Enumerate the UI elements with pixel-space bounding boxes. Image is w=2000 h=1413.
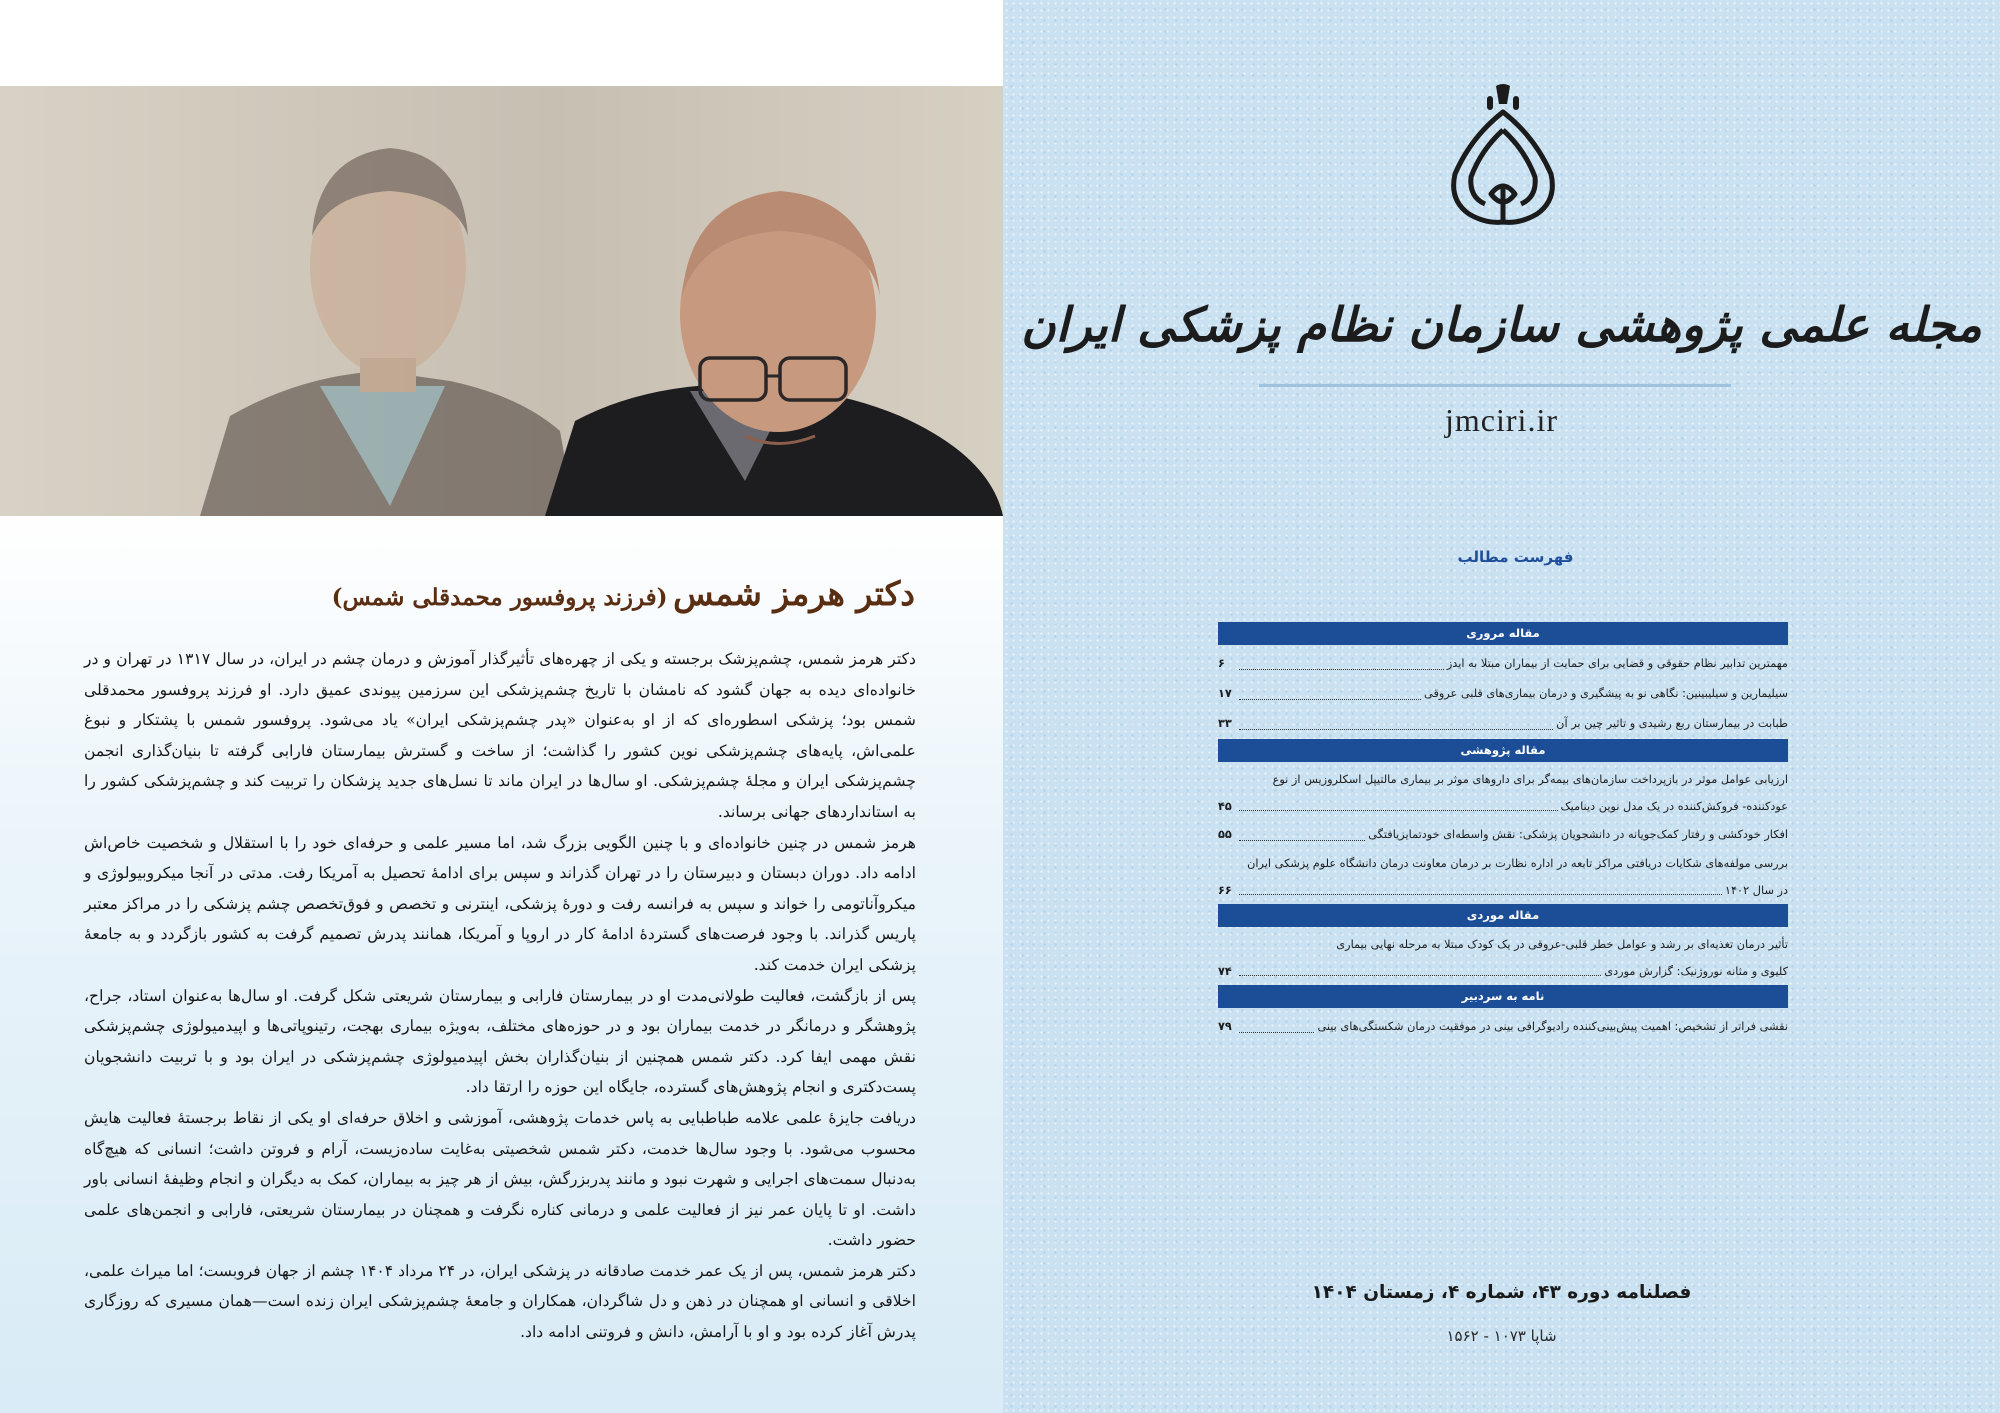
- issn: شاپا ۱۰۷۳ - ۱۵۶۲: [1446, 1327, 1557, 1345]
- toc-entry-title-line: عودکننده- فروکش‌کننده در یک مدل نوین دینامیک: [1560, 800, 1788, 813]
- toc-entry-title-line: کلیوی و مثانه نوروژنیک: گزارش موردی: [1604, 965, 1788, 978]
- bio-title: [332, 574, 915, 613]
- dot-leader: [1239, 1032, 1314, 1033]
- dot-leader: [1239, 810, 1558, 811]
- toc-entry-title-line: بررسی مولفه‌های شکایات دریافتی مراکز تابعه در اداره نظارت بر درمان معاونت درمان دانشگاه علوم پزشکی ایران: [1247, 857, 1788, 870]
- toc-entry[interactable]: [1218, 850, 1788, 904]
- toc-entry[interactable]: [1218, 820, 1788, 850]
- bio-name: دکتر هرمز شمس: [673, 574, 915, 613]
- son-portrait: [545, 191, 1003, 516]
- journal-cover: [1003, 0, 2000, 1413]
- toc-entry[interactable]: [1218, 649, 1788, 679]
- toc-page-number: ۵۵: [1218, 828, 1232, 841]
- bio-paragraph: دکتر هرمز شمس، پس از یک عمر خدمت صادقانه در پزشکی ایران، در ۲۴ مرداد ۱۴۰۴ چشم از جهان فروبست؛ اما میراث علمی، اخلاقی و انسانی او همچنان در ذهن و دل شاگردان، همکاران و جامعهٔ چشم‌پزشکی ایران زنده است—همان مسیری که روزگاری پدرش آغاز کرده بود و او با آرامش، دانش و فروتنی ادامه داد.: [84, 1261, 916, 1342]
- table-of-contents: [1218, 622, 1788, 1042]
- toc-entry-title: سیلیمارین و سیلیبینین: نگاهی نو به پیشگیری و درمان بیماری‌های قلبی عروقی: [1424, 687, 1788, 700]
- portraits-illustration: [0, 86, 1003, 516]
- medical-council-emblem-icon: [1441, 82, 1565, 242]
- father-portrait: [200, 148, 575, 516]
- bio-paragraph: پس از بازگشت، فعالیت طولانی‌مدت او در بیمارستان فارابی و بیمارستان شریعتی شکل گرفت. او سال‌ها به‌عنوان استاد، جراح، پژوهشگر و درمانگر در خدمت بیماران بود و در حوزه‌های مختلف، به‌ویژه بیماری بهجت، رتینوپاتی‌ها و اپیدمیولوژی چشم‌پزشکی نقش مهمی ایفا کرد. دکتر شمس همچنین از بنیان‌گذاران بخش اپیدمیولوژی چشم‌پزشکی در ایران بود و با تربیت دانشجویان پست‌دکتری و انجام پژوهش‌های گسترده، جایگاه این حوزه را ارتقا داد.: [84, 986, 916, 1097]
- portrait-banner: [0, 86, 1003, 516]
- toc-entry-title-line: در سال ۱۴۰۲: [1724, 884, 1788, 897]
- toc-entry-title: نقشی فراتر از تشخیص: اهمیت پیش‌بینی‌کننده رادیوگرافی بینی در موفقیت درمان شکستگی‌های بینی: [1317, 1020, 1788, 1033]
- toc-entry[interactable]: [1218, 679, 1788, 709]
- dot-leader: [1239, 699, 1421, 700]
- bio-paragraph: هرمز شمس در چنین خانواده‌ای و با چنین الگویی بزرگ شد، اما مسیر علمی و حرفه‌ای خود را با استقلال و شخصیت خاص‌اش ادامه داد. دوران دبستان و دبیرستان را در تهران گذراند و سپس برای ادامهٔ تحصیل به آمریکا رفت. مدتی در آنجا میکروبیولوژی و میکروآناتومی را خواند و سپس به فرانسه رفت و دورهٔ پزشکی، اینترنی و تخصص و فوق‌تخصص چشم پزشکی را در مراکز معتبر پاریس گذراند. با وجود فرصت‌های گستردهٔ ادامهٔ کار در اروپا و آمریکا، همانند پدرش تصمیم گرفت به کشور بازگردد و به جامعهٔ پزشکی ایران خدمت کند.: [84, 833, 916, 974]
- toc-page-number: ۳۳: [1218, 717, 1232, 730]
- bio-body: [84, 644, 916, 1348]
- journal-website: jmciri.ir: [1445, 402, 1558, 438]
- toc-entry-title: مهمترین تدابیر نظام حقوقی و قضایی برای حمایت از بیماران مبتلا به ایدز: [1446, 657, 1788, 670]
- toc-entry-title-line: ارزیابی عوامل موثر در بازپرداخت سازمان‌های بیمه‌گر برای داروهای موثر بر بیماری مالتیپل اسکلروزیس از نوع: [1272, 773, 1788, 786]
- toc-page-number: ۱۷: [1218, 687, 1232, 700]
- toc-entry[interactable]: [1218, 709, 1788, 739]
- toc-page-number: ۶: [1218, 657, 1225, 670]
- toc-entry[interactable]: [1218, 931, 1788, 985]
- dot-leader: [1239, 840, 1365, 841]
- toc-page-number: ۴۵: [1218, 800, 1232, 813]
- toc-page-number: ۷۹: [1218, 1020, 1232, 1033]
- issue-info: فصلنامه دوره ۴۳، شماره ۴، زمستان ۱۴۰۴: [1311, 1282, 1692, 1303]
- toc-page-number: ۷۴: [1218, 965, 1232, 978]
- toc-entry-title: افکار خودکشی و رفتار کمک‌جویانه در دانشجویان پزشکی: نقش واسطه‌ای خودتمایزیافتگی: [1368, 828, 1788, 841]
- journal-title: مجله علمی پژوهشی سازمان نظام پزشکی ایران: [1021, 298, 1982, 353]
- dot-leader: [1239, 669, 1444, 670]
- dot-leader: [1239, 894, 1722, 895]
- toc-page-number: ۶۶: [1218, 884, 1232, 897]
- toc-entry-title-line: تأثیر درمان تغذیه‌ای بر رشد و عوامل خطر قلبی-عروقی در یک کودک مبتلا به مرحله نهایی بیماری: [1336, 938, 1788, 951]
- title-divider: [1259, 384, 1731, 387]
- toc-entry[interactable]: [1218, 766, 1788, 820]
- bio-paragraph: دریافت جایزهٔ علمی علامه طباطبایی به پاس خدمات پژوهشی، آموزشی و اخلاق حرفه‌ای او یکی از نقاط برجستهٔ فعالیت هایش محسوب می‌شود. با وجود سال‌ها خدمت، دکتر شمس شخصیتی به‌غایت ساده‌زیست، آرام و فروتن داشت؛ انسانی که هیچ‌گاه به‌دنبال سمت‌های اجرایی و شهرت نبود و مانند پدربزرگش، بیش از هر چیز به بیماران، کمک به دیگران و انجام وظیفهٔ انسانی باور داشت. او تا پایان عمر نیز از فعالیت علمی و درمانی کناره نگرفت و همچنان در بیمارستان شریعتی، فارابی و انجمن‌های علمی حضور داشت.: [84, 1108, 916, 1250]
- bio-subtitle: (فرزند پروفسور محمدقلی شمس): [331, 584, 668, 611]
- toc-entry[interactable]: [1218, 1012, 1788, 1042]
- toc-entry-title: طبابت در بیمارستان ربع رشیدی و تاثیر چین بر آن: [1556, 717, 1788, 730]
- bio-paragraph: دکتر هرمز شمس، چشم‌پزشک برجسته و یکی از چهره‌های تأثیرگذار آموزش و درمان چشم در ایران، در سال ۱۳۱۷ در تهران و در خانواده‌ای دیده به جهان گشود که نامشان با تاریخ چشم‌پزشکی این سرزمین پیوندی عمیق دارد. او فرزند پروفسور محمدقلی شمس بود؛ پزشکی اسطوره‌ای که از او به‌عنوان «پدر چشم‌پزشکی ایران» یاد می‌شود. پروفسور شمس با پشتکار و نبوغ علمی‌اش، پایه‌های چشم‌پزشکی نوین کشور را گذاشت؛ از ساخت و گسترش بیمارستان فارابی گرفته تا بنیان‌گذاری انجمن چشم‌پزشکی ایران و مجلهٔ چشم‌پزشکی. او سال‌ها در ایران ماند تا نسل‌های جدید پزشکان را تربیت کند و چشم‌پزشکی کشور را به استانداردهای جهانی برساند.: [84, 650, 916, 821]
- toc-section-header: نامه به سردبیر: [1218, 985, 1788, 1008]
- toc-section-header: مقاله پژوهشی: [1218, 739, 1788, 762]
- dot-leader: [1239, 975, 1601, 976]
- toc-section-header: مقاله موردی: [1218, 904, 1788, 927]
- dot-leader: [1239, 729, 1553, 730]
- toc-section-header: مقاله مروری: [1218, 622, 1788, 645]
- toc-heading: فهرست مطالب: [1457, 548, 1574, 566]
